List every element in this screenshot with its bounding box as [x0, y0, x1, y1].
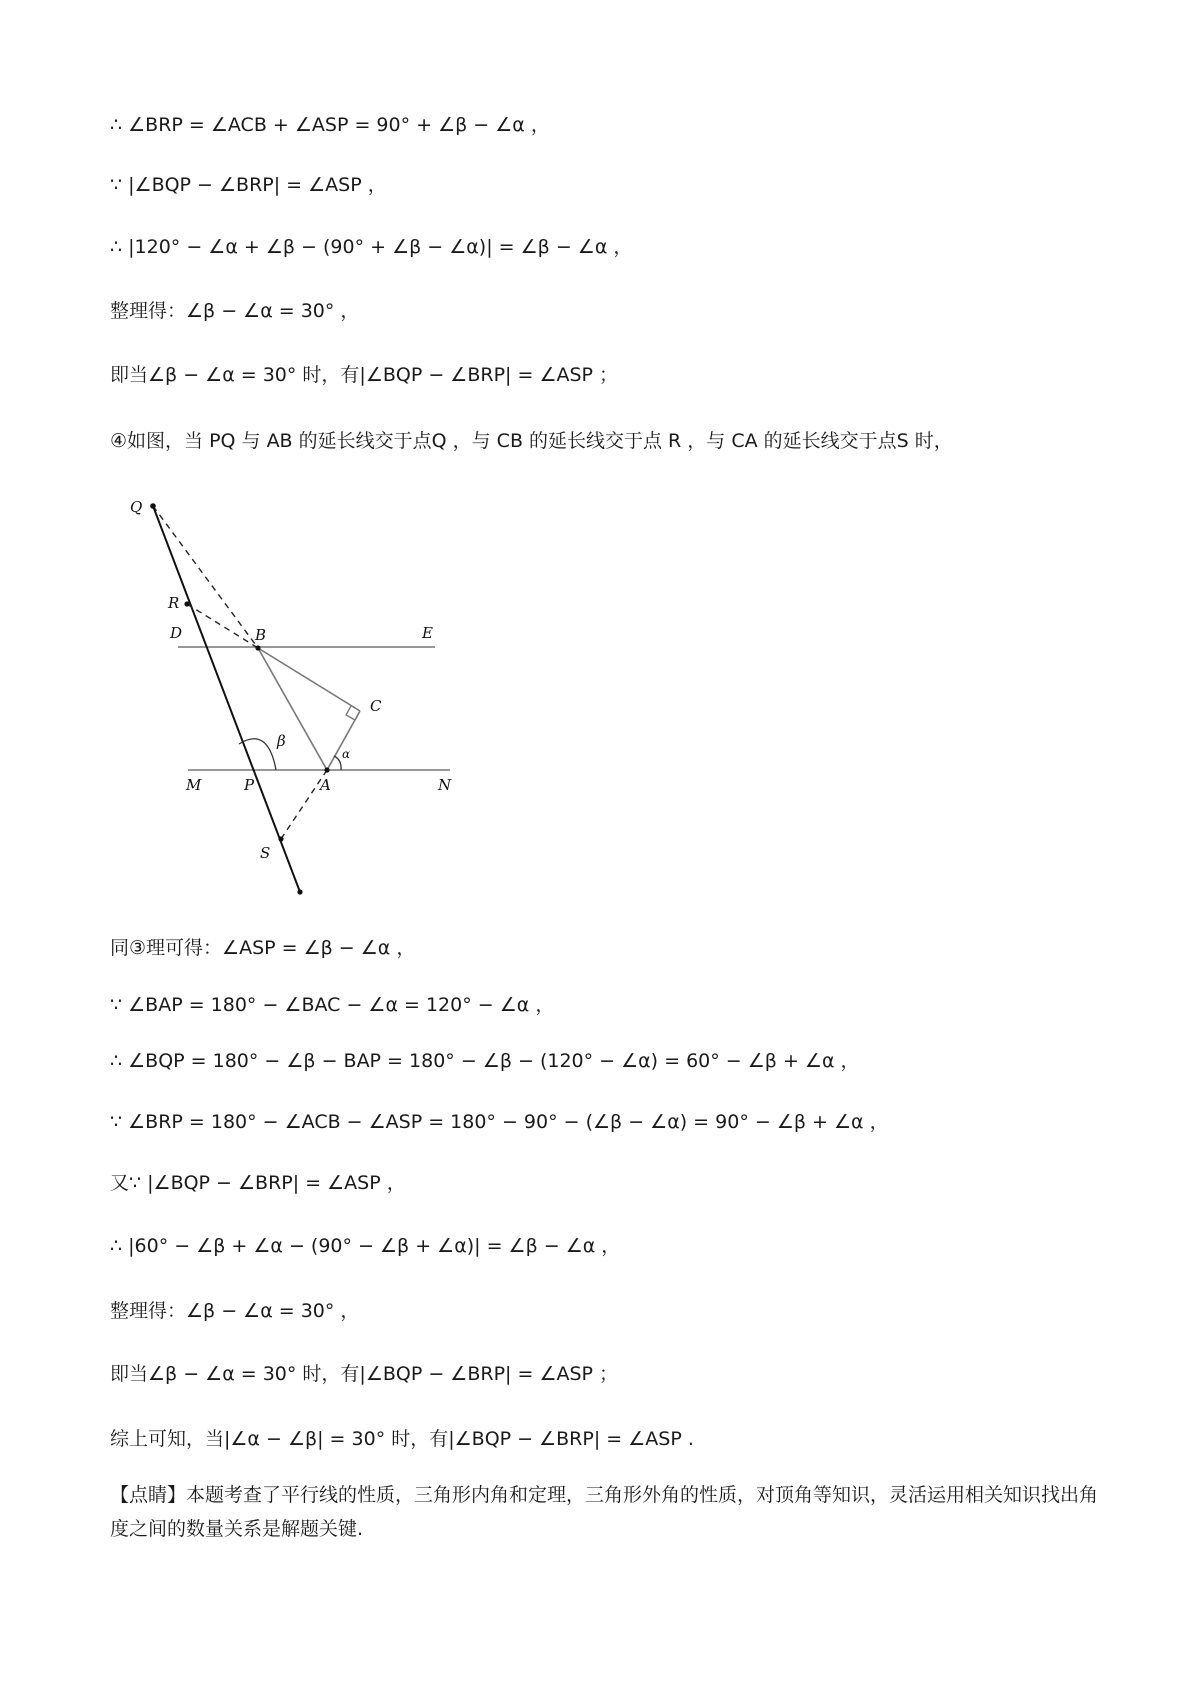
label-b: B — [255, 626, 267, 644]
segment-ba — [258, 648, 327, 770]
comment-paragraph: 【点睛】本题考查了平行线的性质，三角形内角和定理，三角形外角的性质，对顶角等知识，灵活运用相关知识找出角度之间的数量关系是解题关键. — [110, 1484, 1099, 1540]
label-q: Q — [130, 498, 143, 516]
equation-line-2: ∵ |∠BQP − ∠BRP| = ∠ASP ， — [110, 174, 387, 196]
point-s — [278, 836, 283, 841]
equation-line-1: ∴ ∠BRP = ∠ACB + ∠ASP = 90° + ∠β − ∠α ， — [110, 114, 550, 136]
equation-line-5: 即当∠β − ∠α = 30° 时，有|∠BQP − ∠BRP| = ∠ASP ； — [110, 364, 619, 386]
equation-line-6: 同③理可得：∠ASP = ∠β − ∠α ， — [110, 937, 416, 959]
conclusion-line: 综上可知，当|∠α − ∠β| = 30° 时，有|∠BQP − ∠BRP| = ∠ASP . — [110, 1428, 694, 1450]
label-n: N — [438, 776, 452, 794]
geometry-figure — [120, 488, 460, 908]
label-alpha: α — [342, 747, 351, 761]
point-q — [150, 503, 156, 509]
equation-line-8: ∴ ∠BQP = 180° − ∠β − BAP = 180° − ∠β − (120° − ∠α) = 60° − ∠β + ∠α ， — [110, 1050, 860, 1072]
point-a — [324, 767, 329, 772]
equation-line-3: ∴ |120° − ∠α + ∠β − (90° + ∠β − ∠α)| = ∠β − ∠α ， — [110, 236, 633, 258]
label-s: S — [260, 844, 271, 862]
label-d: D — [170, 624, 183, 642]
equation-line-7: ∵ ∠BAP = 180° − ∠BAC − ∠α = 120° − ∠α ， — [110, 994, 555, 1016]
label-e: E — [422, 624, 433, 642]
equation-line-9: ∵ ∠BRP = 180° − ∠ACB − ∠ASP = 180° − 90° − (∠β − ∠α) = 90° − ∠β + ∠α ， — [110, 1111, 889, 1133]
label-a: A — [320, 776, 331, 794]
equation-line-11: ∴ |60° − ∠β + ∠α − (90° − ∠β + ∠α)| = ∠β − ∠α ， — [110, 1235, 621, 1257]
equation-line-4: 整理得：∠β − ∠α = 30° ， — [110, 300, 360, 322]
label-beta: β — [277, 732, 286, 750]
line-pq — [153, 506, 300, 892]
equation-line-12: 整理得：∠β − ∠α = 30° ， — [110, 1300, 360, 1322]
point-r — [184, 601, 189, 606]
label-r: R — [168, 594, 180, 612]
point-end — [297, 889, 302, 894]
angle-beta-arc — [239, 739, 276, 770]
case-four-intro: ④如图，当 PQ 与 AB 的延长线交于点Q ，与 CB 的延长线交于点 R ，与 CA 的延长线交于点S 时， — [110, 430, 953, 452]
equation-line-13: 即当∠β − ∠α = 30° 时，有|∠BQP − ∠BRP| = ∠ASP ； — [110, 1363, 619, 1385]
dashed-qb — [153, 506, 258, 648]
equation-line-10: 又∵ |∠BQP − ∠BRP| = ∠ASP ， — [110, 1172, 406, 1194]
point-b — [255, 645, 260, 650]
right-angle-mark — [346, 706, 355, 720]
label-p: P — [244, 776, 255, 794]
label-m: M — [186, 776, 202, 794]
label-c: C — [370, 697, 382, 715]
angle-alpha-arc — [334, 756, 341, 770]
segment-bc — [258, 648, 360, 711]
